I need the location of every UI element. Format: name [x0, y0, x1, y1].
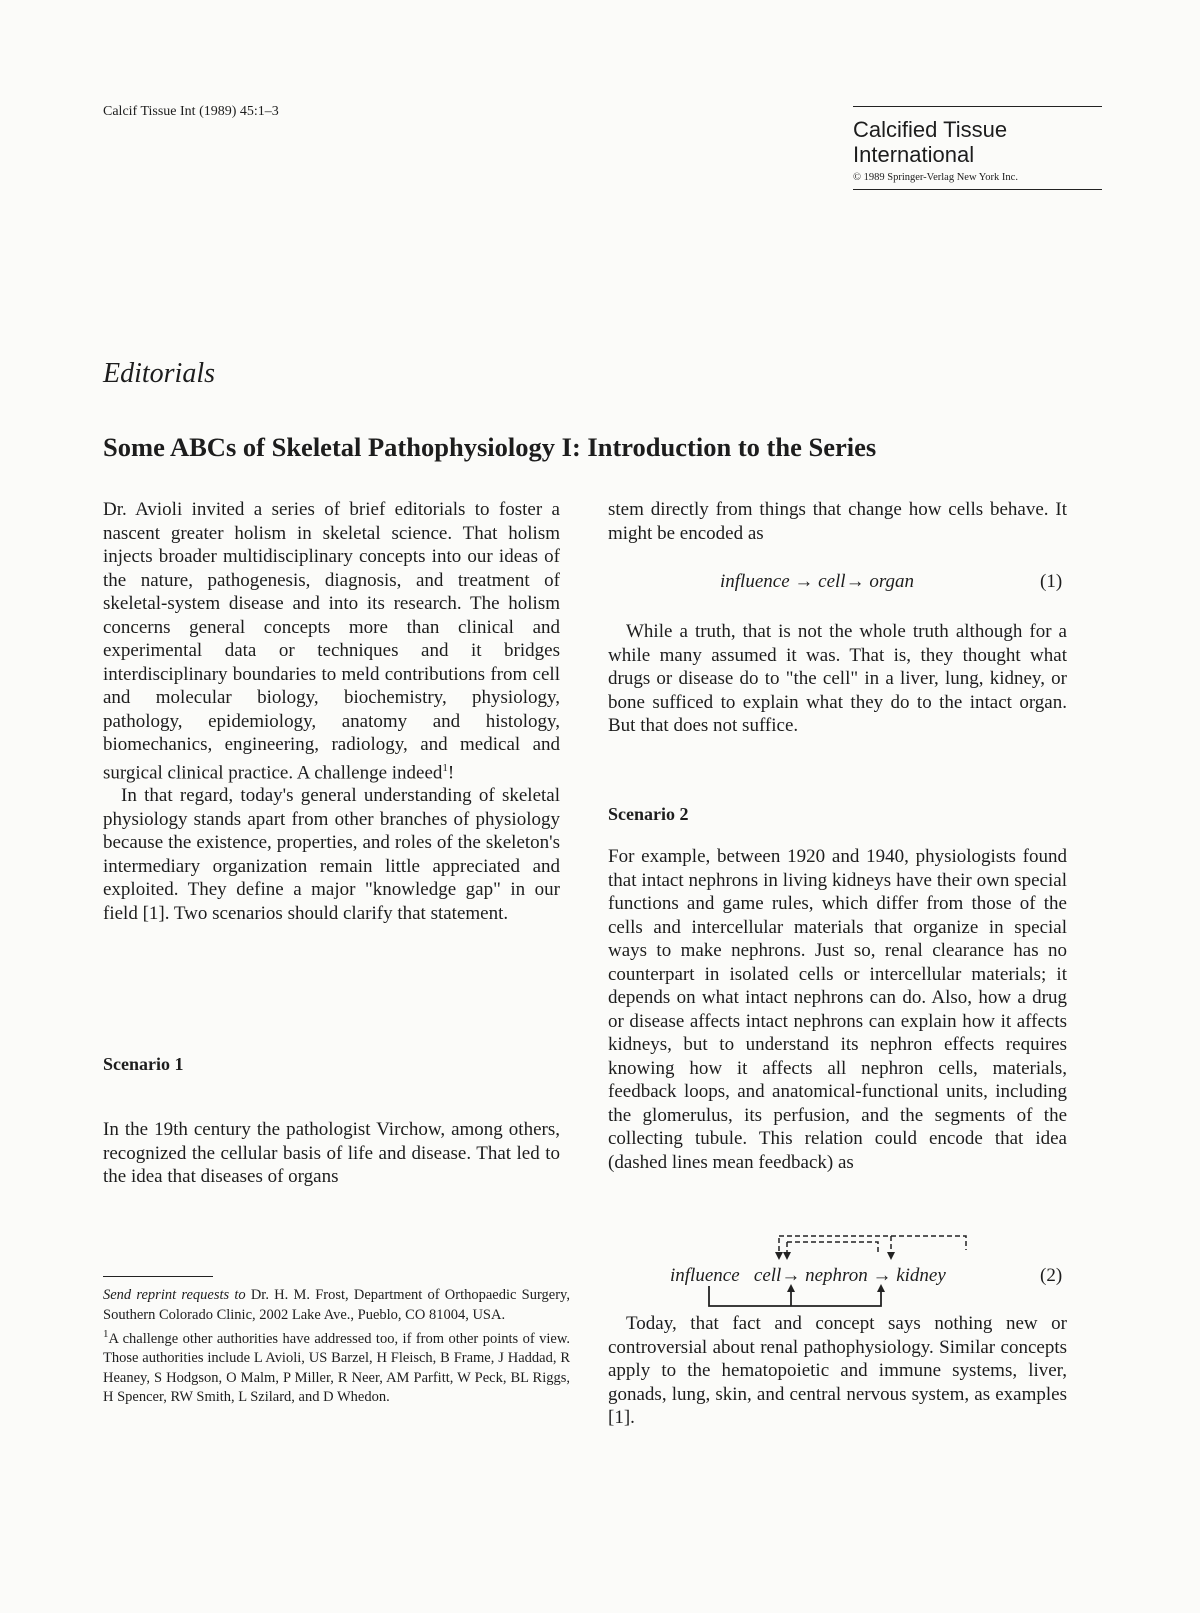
right-column-mid — [608, 620, 1067, 738]
footnote-1: $^1$A challenge other authorities have addressed too, if from other points of view. Those authorities include L Avioli, US Barzel, H Fleisch, B Frame, J Haddad, R Heaney, S Hodgson, O Malm, P Miller, R Neer, AM Parfitt, W Peck, BL Riggs, H Spencer, RW Smith, L Szilard, and D Whedon. — [103, 1328, 570, 1406]
paragraph: Dr. Avioli invited a series of brief editorials to foster a nascent greater holism in skeletal science. That holism injects broader multidisciplinary concepts into our ideas of the nature, pathogenesis, diagnosis, and treatment of skeletal-system disease and into its research. The holism concerns general concepts more than clinical and experimental data or techniques and it bridges interdisciplinary boundaries to meld contributions from cell and molecular biology, biochemistry, physiology, pathology, epidemiology, anatomy and histology, biomechanics, engineering, radiology, and medical and surgical clinical practice. A challenge indeed$^1$! — [103, 499, 560, 783]
copyright: © 1989 Springer-Verlag New York Inc. — [853, 172, 1018, 183]
left-column — [103, 498, 560, 925]
scenario-1-heading: Scenario 1 — [103, 1054, 184, 1074]
citation: Calcif Tissue Int (1989) 45:1–3 — [103, 104, 279, 119]
right-column-scenario2 — [608, 845, 1067, 1174]
reprint-note: Send reprint requests to Dr. H. M. Frost, Department of Orthopaedic Surgery, Southern Colorado Clinic, 2002 Lake Ave., Pueblo, CO 81004, USA. — [103, 1287, 570, 1323]
article-title: Some ABCs of Skeletal Pathophysiology I: Introduction to the Series — [103, 432, 877, 462]
paragraph: For example, between 1920 and 1940, physiologists found that intact nephrons in living kidneys have their own special functions and game rules, which differ from those of the cells and intercellular materials that organize in special ways to make nephrons. Just so, renal clearance has no counterpart in isolated cells or intercellular materials; it depends on what intact nephrons can do. Also, how a drug or disease affects intact nephrons can explain how it affects kidneys, but to understand its nephron effects requires knowing how it affects all nephron cells, materials, feedback loops, and anatomical-functional units, including the glomerulus, its perfusion, and the segments of the collecting tubule. This relation could encode that idea (dashed lines mean feedback) as — [608, 846, 1067, 1173]
footnotes — [103, 1286, 570, 1408]
left-column-continued — [103, 1118, 560, 1189]
equation-1-number: (1) — [1040, 571, 1063, 592]
right-column-bottom — [608, 1312, 1067, 1430]
dashed-feedback-outer — [779, 1236, 966, 1256]
dashed-feedback-inner — [787, 1236, 891, 1256]
paragraph: In the 19th century the pathologist Virchow, among others, recognized the cellular basis of life and disease. That led to the idea that diseases of organs — [103, 1119, 560, 1187]
right-column-top — [608, 498, 1067, 545]
equation-1: influence → cell→ organ — [720, 571, 915, 592]
paragraph: stem directly from things that change how cells behave. It might be encoded as — [608, 499, 1067, 544]
paragraph: While a truth, that is not the whole truth although for a while many assumed it was. That is, they thought what drugs or disease do to "the cell" in a liver, lung, kidney, or bone sufficed to explain what they do to the intact organ. But that does not suffice. — [608, 621, 1067, 736]
equation-2-number: (2) — [1040, 1265, 1063, 1286]
solid-influence-lines — [709, 1286, 881, 1306]
journal-name-line1: Calcified Tissue — [853, 117, 1008, 142]
paragraph: Today, that fact and concept says nothing new or controversial about renal pathophysiology. Similar concepts apply to the hematopoietic and immune systems, liver, gonads, lung, skin, and central nervous system, as examples [1]. — [608, 1313, 1067, 1428]
equation-2: influence cell→ nephron → kidney — [670, 1265, 946, 1286]
section-label: Editorials — [103, 358, 216, 389]
journal-name-line2: International — [853, 142, 975, 167]
paragraph: In that regard, today's general understanding of skeletal physiology stands apart from other branches of physiology because the existence, properties, and roles of the skeleton's intermediary organization remain little appreciated and exploited. They define a major "knowledge gap" in our field [1]. Two scenarios should clarify that statement. — [103, 785, 560, 924]
journal-masthead — [853, 106, 1102, 190]
scenario-2-heading: Scenario 2 — [608, 804, 689, 824]
feedback-arrowheads — [775, 1252, 895, 1260]
footnote-rule — [103, 1276, 213, 1277]
